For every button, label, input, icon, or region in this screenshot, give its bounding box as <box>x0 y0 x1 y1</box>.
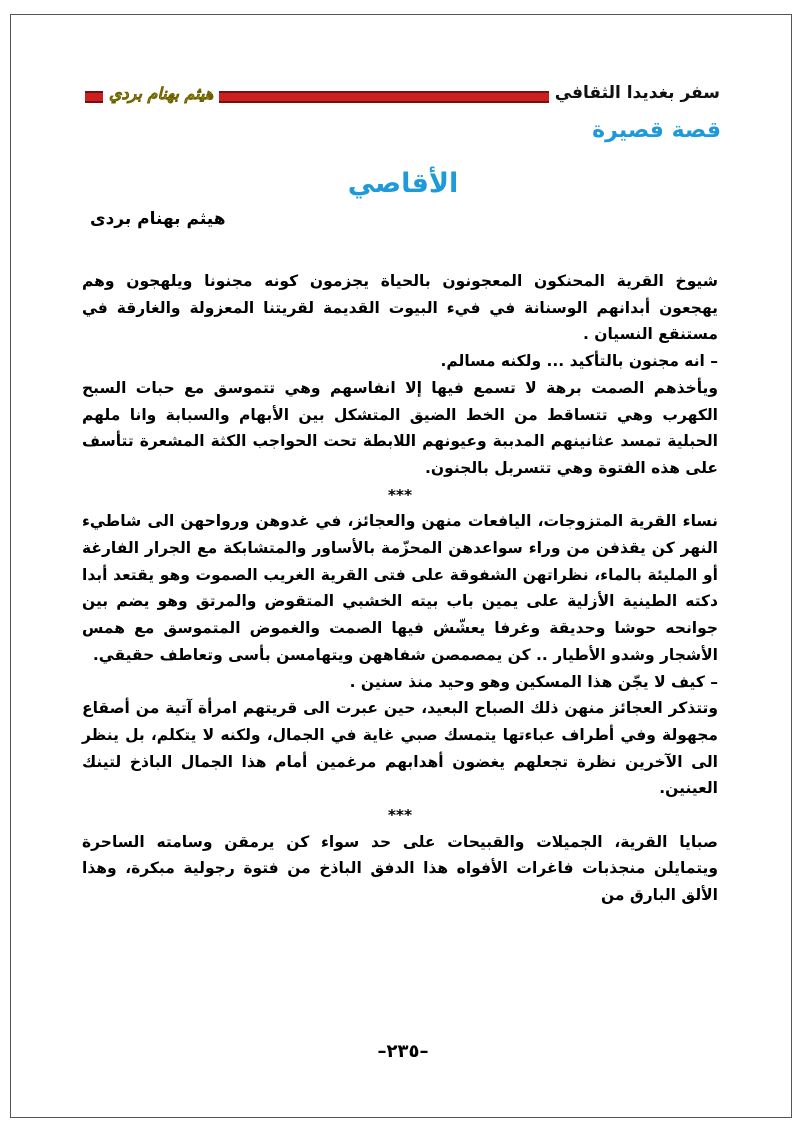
paragraph: – انه مجنون بالتأكيد ... ولكنه مسالم. <box>440 352 718 371</box>
header-author: هيثم بهنام بردي <box>103 84 219 104</box>
paragraph: شيوخ القرية المحنكون المعجونون بالحياة يجزمون كونه مجنونا ويلهجون وهم يهجعون أبدانهم الوسنانة في فيء البيوت القديمة لقريتنا المعزولة والغارقة في مستنقع النسيان . <box>82 272 718 344</box>
page-header <box>85 83 720 107</box>
page-number: –٢٣٥– <box>377 1041 429 1062</box>
paragraph: صبايا القرية، الجميلات والقبيحات على حد سواء كن يرمقن وسامته الساحرة ويتمايلن منجذبات فاغرات الأفواه هذا الدفق الباذخ من فتوة رجولية مبكرة، وهذا الألق البارق من <box>82 832 718 905</box>
story-body <box>82 268 718 909</box>
paragraph: – كيف لا يجّن هذا المسكين وهو وحيد منذ سنين . <box>349 672 718 691</box>
paragraph: وتتذكر العجائز منهن ذلك الصباح البعيد، حين عبرت الى قريتهم امرأة آتية من أصقاع مجهولة وفي أطراف عباءتها يتمسك صبي غاية في الجمال، ولكنه لا يتكلم، بل ينظر الى الآخرين نظرة تجعلهم يغضون أهدابهم مرغمين أمام هذا الجمال الباذخ لتينك العينين. <box>82 699 718 798</box>
section-label: قصة قصيرة <box>592 118 721 143</box>
author-name: هيثم بهنام بردى <box>90 209 226 229</box>
paragraph: نساء القرية المتزوجات، اليافعات منهن والعجائز، في غدوهن ورواحهن الى شاطيء النهر كن يقذفن من وراء سواعدهن المحزّمة بالأساور والمتشابكة مع الجرار الفارغة أو المليئة بالماء، نظراتهن الشفوقة على فتى القرية الغريب الصموت وهو يقتعد أبدا دكته الطينية الأزلية على يمين باب بيته الخشبي المتقوض والمرتق وهو يضم بين جوانحه حوشا وحديقة وغرفا يعشّش فيها الصمت والغموض المتموسق مع همس الأشجار وشدو الأطيار .. كن يمصمصن شفاههن ويتهامسن بأسى وتعاطف حقيقي. <box>82 512 718 664</box>
story-title: الأقاصي <box>347 168 459 199</box>
section-separator: *** <box>387 485 413 504</box>
paragraph: ويأخذهم الصمت برهة لا تسمع فيها إلا انفاسهم وهي تتموسق مع حبات السبح الكهرب وهي تتساقط من الخط الضيق المتشكل بين الأبهام والسبابة وانا ملهم الحبلية تمسد عثانينهم المدببة وعيونهم اللابطة تحت الحواجب الكثة المشعرة تتأسف على هذه الفتوة وهي تتسربل بالجنون. <box>82 378 718 477</box>
section-separator: *** <box>387 806 413 825</box>
header-publication-title: سفر بغديدا الثقافي <box>549 81 726 105</box>
